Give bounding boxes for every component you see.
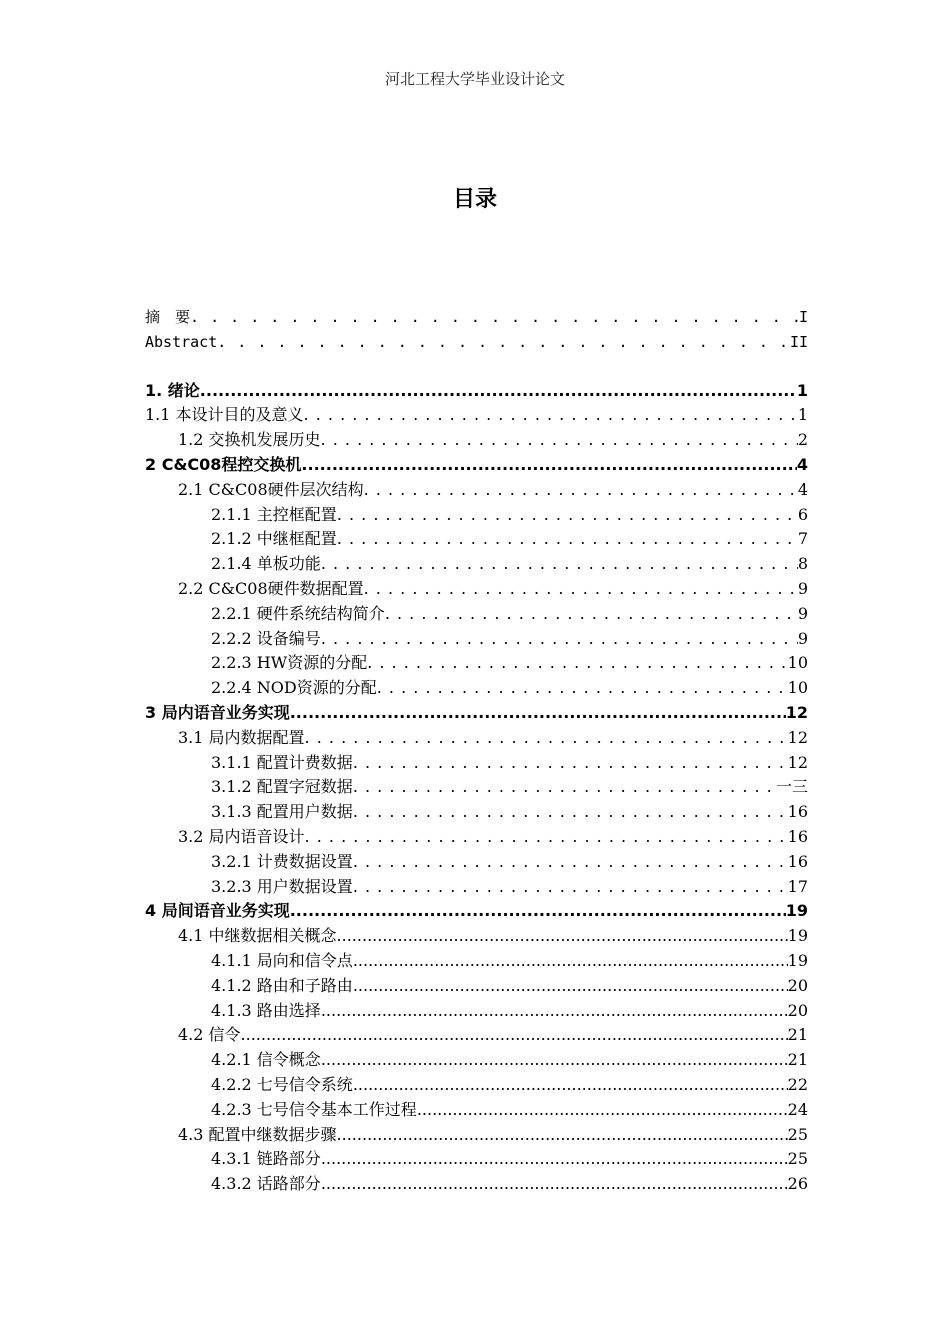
dot-leader xyxy=(337,503,798,528)
dot-leader xyxy=(321,627,798,652)
toc-entry-2-1-4[interactable]: 2.1.4 单板功能 . . . 8 xyxy=(145,552,808,577)
dot-leader xyxy=(321,1172,788,1197)
toc-entry-4-2-2[interactable]: 4.2.2 七号信令系统 ..... 22 xyxy=(145,1073,808,1098)
dot-leader xyxy=(353,1073,788,1098)
toc-entry-4-1-2[interactable]: 4.1.2 路由和子路由 ..... 20 xyxy=(145,974,808,999)
toc-entry-3-1-2[interactable]: 3.1.2 配置字冠数据 . . . 一三 xyxy=(145,775,808,800)
dot-leader xyxy=(353,800,788,825)
toc-entry-4-1-3[interactable]: 4.1.3 路由选择 ..... 20 xyxy=(145,999,808,1024)
table-of-contents xyxy=(145,305,808,1197)
dot-leader xyxy=(353,751,788,776)
toc-entry-3-1[interactable]: 3.1 局内数据配置 . . . 12 xyxy=(145,726,808,751)
dot-leader xyxy=(301,453,796,478)
dot-leader xyxy=(190,305,799,330)
toc-entry-4-1[interactable]: 4.1 中继数据相关概念 ..... 19 xyxy=(145,924,808,949)
toc-entry-3-1-3[interactable]: 3.1.3 配置用户数据 . . . 16 xyxy=(145,800,808,825)
dot-leader xyxy=(321,552,798,577)
dot-leader xyxy=(337,924,788,949)
page-title: 目录 xyxy=(452,187,497,212)
toc-entry-4-1-1[interactable]: 4.1.1 局向和信令点 ..... 19 xyxy=(145,949,808,974)
dot-leader xyxy=(353,974,788,999)
toc-entry-2-1[interactable]: 2.1 C&C08硬件层次结构 . . . 4 xyxy=(145,478,808,503)
toc-entry-3-2[interactable]: 3.2 局内语音设计 . . . 16 xyxy=(145,825,808,850)
toc-entry-4-2[interactable]: 4.2 信令 ..... 21 xyxy=(145,1023,808,1048)
dot-leader xyxy=(321,428,798,453)
dot-leader xyxy=(385,602,798,627)
dot-leader xyxy=(417,1098,788,1123)
toc-entry-4-2-3[interactable]: 4.2.3 七号信令基本工作过程 ..... 24 xyxy=(145,1098,808,1123)
toc-entry-2-1-1[interactable]: 2.1.1 主控框配置 . . . 6 xyxy=(145,503,808,528)
toc-entry-2-2[interactable]: 2.2 C&C08硬件数据配置 . . . 9 xyxy=(145,577,808,602)
toc-entry-abstract-cn[interactable]: 摘 要 . . . I xyxy=(145,305,808,330)
toc-entry-abstract-en[interactable]: Abstract . . . II xyxy=(145,330,808,355)
page-header: 河北工程大学毕业设计论文 xyxy=(384,70,565,88)
toc-entry-2-2-4[interactable]: 2.2.4 NOD资源的分配 . . . 10 xyxy=(145,676,808,701)
dot-leader xyxy=(217,330,790,355)
dot-leader xyxy=(353,949,788,974)
toc-entry-ch3[interactable]: 3 局内语音业务实现 ..... 12 xyxy=(145,701,808,726)
toc-entry-1-2[interactable]: 1.2 交换机发展历史 . . . 2 xyxy=(145,428,808,453)
dot-leader xyxy=(304,403,798,428)
toc-entry-1-1[interactable]: 1.1 本设计目的及意义 . . . 1 xyxy=(145,403,808,428)
toc-entry-2-1-2[interactable]: 2.1.2 中继框配置 . . . 7 xyxy=(145,527,808,552)
toc-entry-4-2-1[interactable]: 4.2.1 信令概念 ..... 21 xyxy=(145,1048,808,1073)
dot-leader xyxy=(353,850,788,875)
toc-entry-2-2-2[interactable]: 2.2.2 设备编号 . . . 9 xyxy=(145,627,808,652)
toc-entry-ch1[interactable]: 1. 绪论 ..... 1 xyxy=(145,379,808,404)
dot-leader xyxy=(290,899,786,924)
dot-leader xyxy=(353,875,788,900)
dot-leader xyxy=(364,478,798,503)
dot-leader xyxy=(337,1123,788,1148)
dot-leader xyxy=(321,999,788,1024)
dot-leader xyxy=(321,1048,788,1073)
dot-leader xyxy=(367,651,787,676)
dot-leader xyxy=(200,379,797,404)
dot-leader xyxy=(364,577,798,602)
toc-entry-4-3-1[interactable]: 4.3.1 链路部分 ..... 25 xyxy=(145,1147,808,1172)
dot-leader xyxy=(321,1147,788,1172)
toc-entry-4-3-2[interactable]: 4.3.2 话路部分 ..... 26 xyxy=(145,1172,808,1197)
dot-leader xyxy=(377,676,788,701)
dot-leader xyxy=(305,726,788,751)
dot-leader xyxy=(241,1023,788,1048)
dot-leader xyxy=(353,775,776,800)
toc-entry-2-2-1[interactable]: 2.2.1 硬件系统结构简介 . . . 9 xyxy=(145,602,808,627)
dot-leader xyxy=(290,701,786,726)
toc-entry-ch2[interactable]: 2 C&C08程控交换机 ..... 4 xyxy=(145,453,808,478)
toc-entry-2-2-3[interactable]: 2.2.3 HW资源的分配 . . . 10 xyxy=(145,651,808,676)
toc-entry-3-1-1[interactable]: 3.1.1 配置计费数据 . . . 12 xyxy=(145,751,808,776)
toc-entry-4-3[interactable]: 4.3 配置中继数据步骤 ..... 25 xyxy=(145,1123,808,1148)
toc-entry-3-2-3[interactable]: 3.2.3 用户数据设置 . . . 17 xyxy=(145,875,808,900)
dot-leader xyxy=(305,825,788,850)
dot-leader xyxy=(337,527,798,552)
toc-entry-ch4[interactable]: 4 局间语音业务实现 ..... 19 xyxy=(145,899,808,924)
toc-entry-3-2-1[interactable]: 3.2.1 计费数据设置 . . . 16 xyxy=(145,850,808,875)
